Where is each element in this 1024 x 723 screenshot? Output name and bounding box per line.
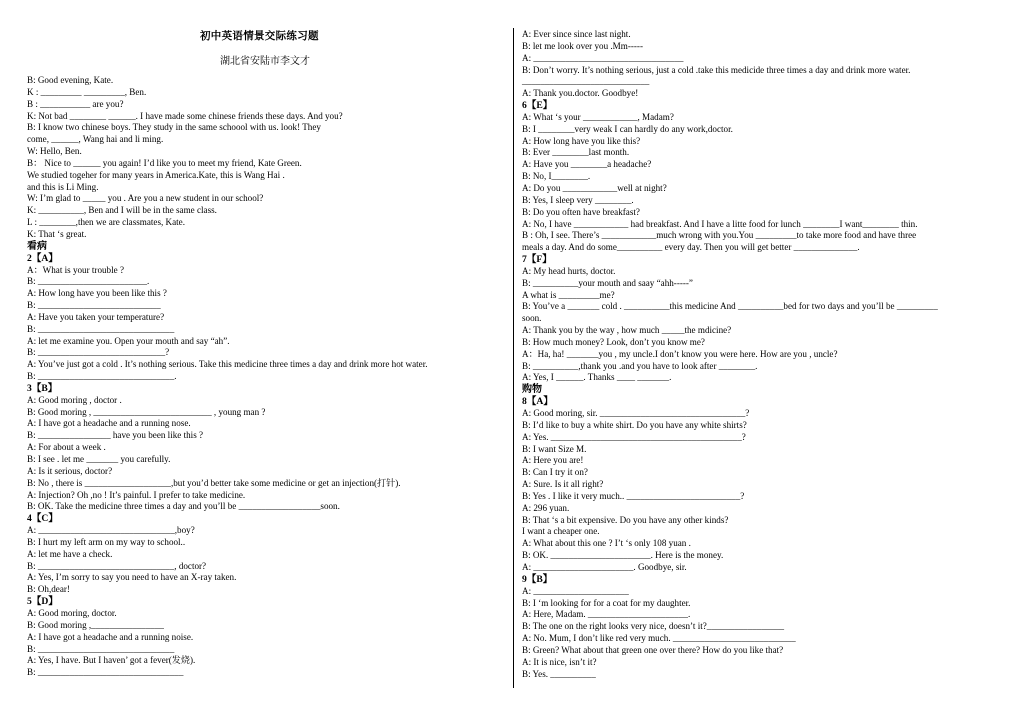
dialogue-line: A: Do you ____________well at night? xyxy=(522,182,667,193)
dialogue-line: B: I know two chinese boys. They study in the same schoool with us. look! They xyxy=(27,122,321,133)
dialogue-line: A: ______________________. Goodbye, sir. xyxy=(522,561,687,572)
dialogue-line: B: OK. Take the medicine three times a day and you’ll be __________________soon. xyxy=(27,501,340,512)
dialogue-line: W: I’m glad to _____ you . Are you a new student in our school? xyxy=(27,193,264,204)
dialogue-line: B: The one on the right looks very nice, doesn’t it?_________________ xyxy=(522,621,785,632)
exercise-number: 3【B】 xyxy=(27,382,58,394)
dialogue-line: A: Yes, I’m sorry to say you need to have an X-ray taken. xyxy=(27,572,237,583)
dialogue-line: B: Yes. __________ xyxy=(522,668,596,679)
dialogue-line: come, ______, Wang hai and li ming. xyxy=(27,134,164,145)
dialogue-line: A: Yes, I have. But I haven’ got a fever(发烧). xyxy=(27,655,196,666)
dialogue-line: A: Have you ________a headache? xyxy=(522,159,652,170)
exercise-number: 6【E】 xyxy=(522,100,553,112)
dialogue-line: A: Good moring , doctor . xyxy=(27,394,122,405)
dialogue-line: A: My head hurts, doctor. xyxy=(522,265,616,276)
dialogue-line: and this is Li Ming. xyxy=(27,181,99,192)
dialogue-line: B: Do you often have breakfast? xyxy=(522,206,640,217)
dialogue-line: A: I have got a headache and a running noise. xyxy=(27,631,194,642)
dialogue-line: A: Yes, I ______. Thanks ____ _______. xyxy=(522,372,672,383)
dialogue-line: A: It is nice, isn’t it? xyxy=(522,656,597,667)
dialogue-line: A: 296 yuan. xyxy=(522,502,570,513)
dialogue-line: A：What is your trouble ? xyxy=(27,264,124,275)
dialogue-line: I want a cheaper one. xyxy=(522,526,600,537)
dialogue-line: B: Can I try it on? xyxy=(522,467,588,478)
dialogue-line: B: Yes, I sleep very ________. xyxy=(522,194,634,205)
dialogue-line: B: Don’t worry. It’s nothing serious, just a cold .take this medicide three times a day and drink more water. xyxy=(522,64,911,75)
exercise-number: 7【F】 xyxy=(522,254,552,266)
dialogue-line: B: I want Size M. xyxy=(522,443,587,454)
dialogue-line: A: let me have a check. xyxy=(27,548,113,559)
dialogue-line: A: Is it serious, doctor? xyxy=(27,465,113,476)
dialogue-line: B: Good evening, Kate. xyxy=(27,75,114,85)
dialogue-line: A: Good moring, sir. ________________________________? xyxy=(522,408,750,418)
dialogue-line: K: __________, Ben and I will be in the same class. xyxy=(27,205,217,216)
dialogue-line: B: I see . let me _______ you carefully. xyxy=(27,454,171,464)
exercise-number: 5【D】 xyxy=(27,596,58,608)
dialogue-line: A: Sure. Is it all right? xyxy=(522,479,604,490)
dialogue-line: soon. xyxy=(522,313,542,324)
dialogue-line: B: You’ve a _______ cold . __________this medicine And __________bed for two days and you’ll be _________ xyxy=(522,301,938,312)
dialogue-line: B : Oh, I see. There’s ____________much wrong with you.You _________to take more food and have three xyxy=(522,230,917,241)
dialogue-line: A：Ha, ha! _______you , my uncle.I don’t know you were here. How are you , uncle? xyxy=(522,348,838,359)
dialogue-line: B: How much money? Look, don’t you know me? xyxy=(522,336,705,347)
dialogue-line: B: ______________________________ xyxy=(27,643,175,654)
dialogue-line: B: I ‘m looking for for a coat for my daughter. xyxy=(522,597,691,608)
dialogue-line: We studied togeher for many years in America.Kate, this is Wang Hai . xyxy=(27,169,285,180)
dialogue-line: B: Good moring ,________________ xyxy=(27,619,164,630)
exercise-number: 8【A】 xyxy=(522,396,553,408)
dialogue-line: A: _____________________ xyxy=(522,585,629,596)
dialogue-line: B: __________,thank you .and you have to look after ________. xyxy=(522,360,758,371)
dialogue-line: meals a day. And do some__________ every day. Then you will get better ______________. xyxy=(522,242,860,253)
dialogue-line: A: _________________________________ xyxy=(522,52,684,63)
dialogue-line: A: Yes. __________________________________________? xyxy=(522,431,746,442)
dialogue-line: A: Injection? Oh ,no ! It’s painful. I prefer to take medicine. xyxy=(27,489,246,500)
dialogue-line: K : _________ _________, Ben. xyxy=(27,86,147,97)
dialogue-line: A: What ‘s your ____________, Madam? xyxy=(522,111,674,122)
dialogue-line: B: OK. ______________________. Here is the money. xyxy=(522,550,724,561)
dialogue-line: B: Ever ________last month. xyxy=(522,147,630,158)
dialogue-line: A: Good moring, doctor. xyxy=(27,607,117,618)
dialogue-line: B: ____________________________? xyxy=(27,347,170,358)
dialogue-line: B: ________________________. xyxy=(27,276,150,287)
dialogue-line: B: ___________________________ xyxy=(27,300,161,311)
dialogue-line: A: No. Mum, I don’t like red very much. ___________________________ xyxy=(522,633,796,644)
dialogue-line: B: ________________ have you been like this ? xyxy=(27,430,204,441)
dialogue-line: A: Ever since since last night. xyxy=(522,29,631,39)
left-column-lines xyxy=(27,75,428,679)
dialogue-line: B: Good moring , __________________________ , young man ? xyxy=(27,406,266,417)
dialogue-line: A: Here you are! xyxy=(522,455,584,466)
dialogue-line: B: No , there is ___________________,but you’d better take some medicine or get an injection(打针). xyxy=(27,477,401,488)
dialogue-line: B: Green? What about that green one over there? How do you like that? xyxy=(522,644,784,655)
dialogue-line: W: Hello, Ben. xyxy=(27,146,82,157)
section-heading: 看病 xyxy=(27,240,47,252)
document-title: 初中英语情景交际练习题 xyxy=(200,30,319,42)
column-divider xyxy=(513,28,514,688)
dialogue-line: A: You’ve just got a cold . It’s nothing serious. Take this medicine three times a day and drink more hot water. xyxy=(27,359,428,370)
dialogue-line: B: ______________________________ xyxy=(27,323,175,334)
dialogue-line: A: Here, Madam. ______________________. xyxy=(522,609,691,620)
dialogue-line: B: ________________________________ xyxy=(27,667,184,678)
dialogue-line: K: That ‘s great. xyxy=(27,228,87,239)
dialogue-line: A: Thank you.doctor. Goodbye! xyxy=(522,88,639,99)
dialogue-line: B: __________your mouth and saay “ahh-----” xyxy=(522,277,693,288)
exercise-number: 4【C】 xyxy=(27,513,58,525)
dialogue-line: B: ______________________________. xyxy=(27,371,177,382)
dialogue-line: A what is _________me? xyxy=(522,289,615,300)
dialogue-line: B : ___________ are you? xyxy=(27,98,124,109)
dialogue-line: B: That ‘s a bit expensive. Do you have any other kinds? xyxy=(522,514,729,525)
dialogue-line: K: Not bad ________ ______. I have made some chinese friends these days. And you? xyxy=(27,110,343,121)
dialogue-line: B: I hurt my left arm on my way to school.. xyxy=(27,536,186,547)
dialogue-line: A: What about this one ? I’t ‘s only 108 yuan . xyxy=(522,538,691,549)
right-column-lines xyxy=(522,29,938,680)
dialogue-line: L : ________,then we are classmates, Kate. xyxy=(27,217,185,228)
dialogue-line: B: I’d like to buy a white shirt. Do you have any white shirts? xyxy=(522,419,747,430)
dialogue-line: B： Nice to ______ you again! I’d like you to meet my friend, Kate Green. xyxy=(27,157,302,168)
dialogue-line: A: No, I have ____________ had breakfast. And I have a litte food for lunch ________I want________ thin. xyxy=(522,218,918,229)
dialogue-line: A: let me examine you. Open your mouth and say “ah”. xyxy=(27,335,230,346)
dialogue-line: ____________________________ xyxy=(522,76,650,87)
dialogue-line: A: I have got a headache and a running nose. xyxy=(27,418,191,429)
dialogue-line: A: For about a week . xyxy=(27,442,106,453)
section-heading: 购物 xyxy=(522,384,542,396)
exercise-number: 9【B】 xyxy=(522,573,553,585)
dialogue-line: B: Yes . I like it very much.. _________________________? xyxy=(522,490,745,501)
dialogue-line: B: ______________________________, doctor? xyxy=(27,560,207,571)
dialogue-line: B: I ________very weak I can hardly do any work,doctor. xyxy=(522,123,733,134)
dialogue-line: A: How long have you been like this ? xyxy=(27,288,167,299)
dialogue-line: B: let me look over you .Mm----- xyxy=(522,40,643,51)
dialogue-line: B: No, I________. xyxy=(522,171,591,182)
dialogue-line: A: Thank you by the way , how much _____the mdicine? xyxy=(522,325,732,336)
dialogue-line: A: ______________________________,boy? xyxy=(27,525,195,536)
document-author: 湖北省安陆市李文才 xyxy=(220,56,310,67)
dialogue-line: B: Oh,dear! xyxy=(27,584,70,595)
dialogue-line: A: How long have you like this? xyxy=(522,135,641,146)
exercise-number: 2【A】 xyxy=(27,252,58,264)
dialogue-line: A: Have you taken your temperature? xyxy=(27,311,165,322)
